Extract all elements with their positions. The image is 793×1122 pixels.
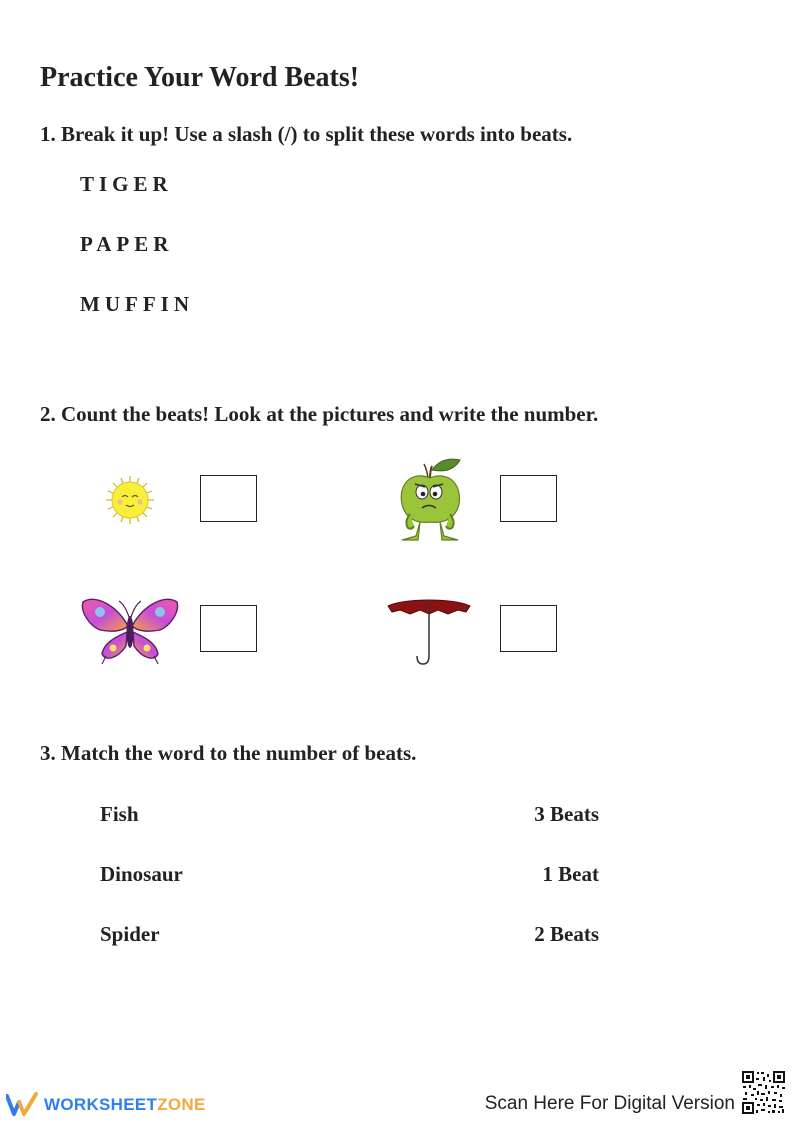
- page-title: Practice Your Word Beats!: [40, 62, 360, 93]
- section-3-heading: 3. Match the word to the number of beats.: [40, 741, 417, 765]
- scan-text: Scan Here For Digital Version: [484, 1093, 735, 1114]
- logo-text-part1: WORKSHEET: [44, 1095, 158, 1114]
- section-1-heading: 1. Break it up! Use a slash (/) to split these words into beats.: [40, 122, 573, 146]
- match-beats-2: 2 Beats: [534, 922, 599, 946]
- match-word-fish: Fish: [100, 802, 139, 826]
- word-muffin: MUFFIN: [80, 292, 194, 316]
- match-beats-3: 3 Beats: [534, 802, 599, 826]
- worksheetzone-logo: [6, 1092, 206, 1118]
- umbrella-icon: [386, 598, 472, 666]
- answer-box-sun[interactable]: [200, 475, 257, 522]
- answer-box-apple[interactable]: [500, 475, 557, 522]
- word-paper: PAPER: [80, 232, 174, 256]
- word-tiger: TIGER: [80, 172, 173, 196]
- answer-box-umbrella[interactable]: [500, 605, 557, 652]
- section-2-heading: 2. Count the beats! Look at the pictures and write the number.: [40, 402, 599, 426]
- logo-text-part2: ZONE: [157, 1095, 206, 1114]
- apple-icon: [396, 456, 464, 544]
- butterfly-icon: [80, 596, 180, 666]
- logo-mark-icon: [6, 1092, 40, 1118]
- answer-box-butterfly[interactable]: [200, 605, 257, 652]
- qr-code-icon[interactable]: [741, 1070, 786, 1115]
- match-word-dinosaur: Dinosaur: [100, 862, 183, 886]
- match-beats-1: 1 Beat: [542, 862, 599, 886]
- sun-icon: [104, 475, 156, 525]
- match-word-spider: Spider: [100, 922, 160, 946]
